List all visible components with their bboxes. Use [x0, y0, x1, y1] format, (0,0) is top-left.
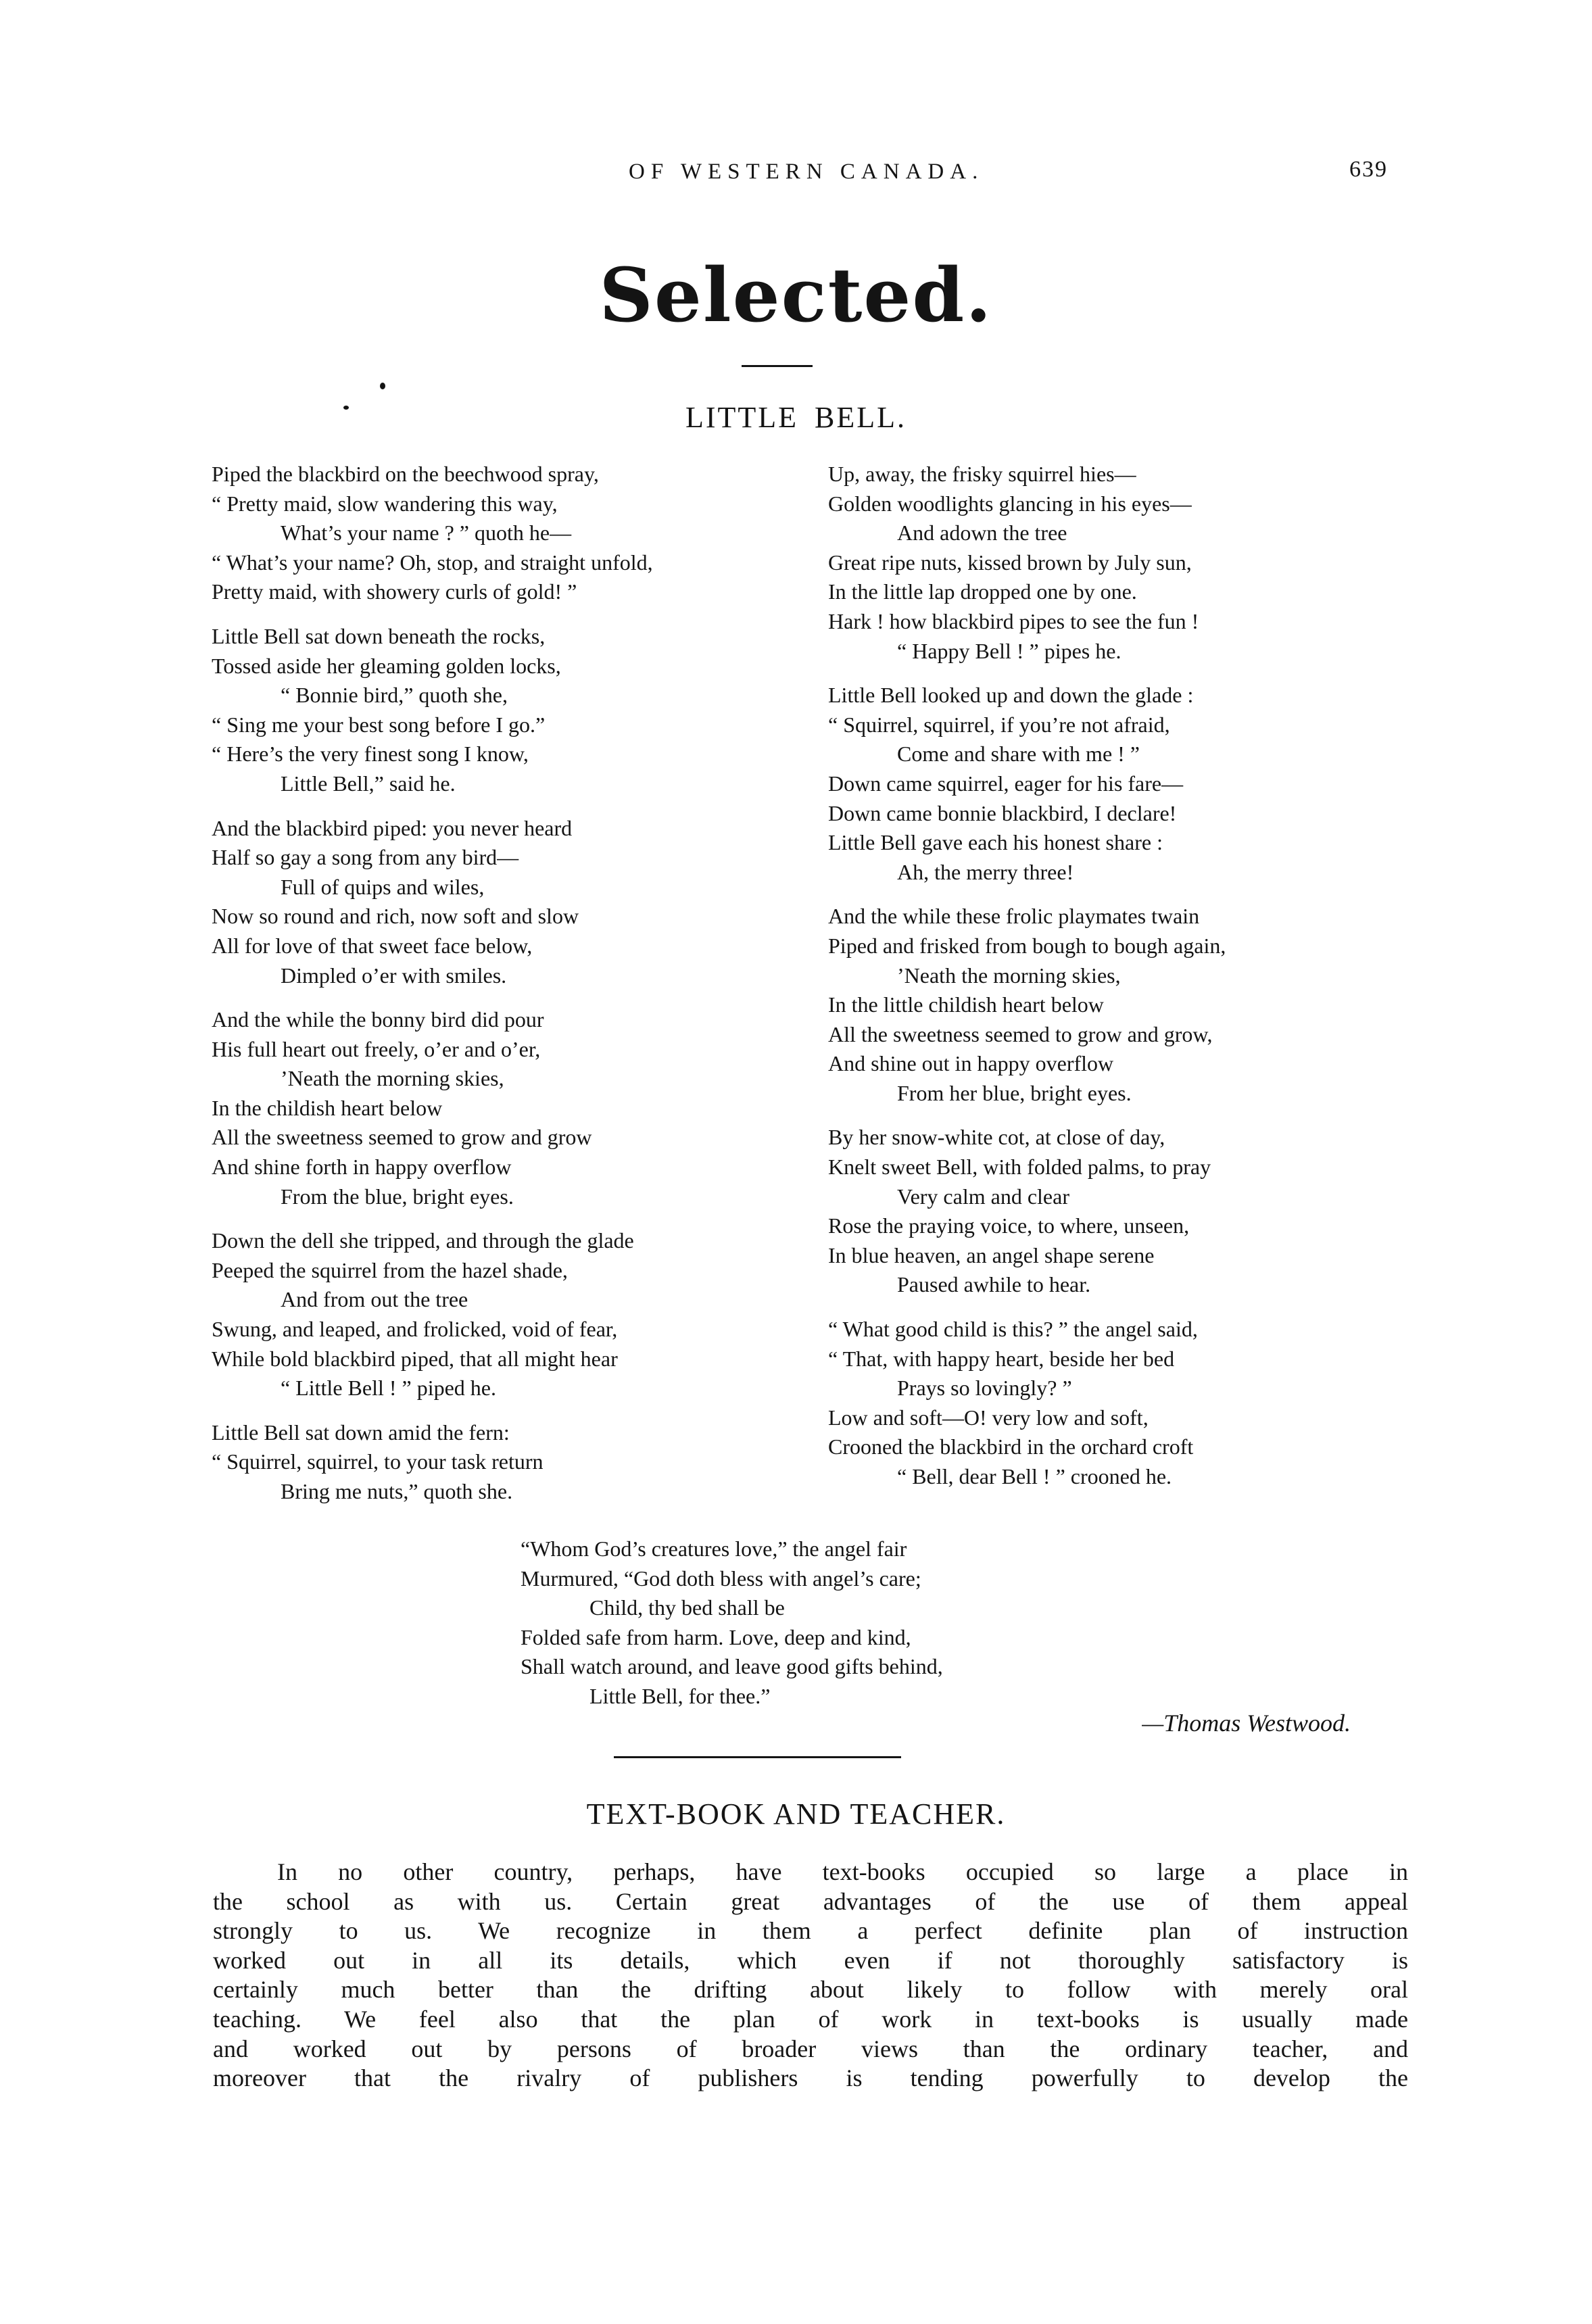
body-line: worked out in all its details, which even if not thoroughly satisfactory is — [213, 1946, 1408, 1974]
poem-line: Murmured, “God doth bless with angel’s care; — [521, 1566, 921, 1591]
poem-line: Little Bell looked up and down the glade : — [828, 683, 1194, 708]
stanza — [212, 814, 653, 991]
article-divider — [614, 1756, 901, 1758]
poem-line: From the blue, bright eyes. — [281, 1184, 514, 1209]
poem-line: Come and share with me ! ” — [897, 742, 1140, 767]
poem-attribution: —Thomas Westwood. — [1142, 1710, 1351, 1737]
poem-line: Swung, and leaped, and frolicked, void of fear, — [212, 1317, 618, 1342]
poem-line: And shine out in happy overflow — [828, 1051, 1114, 1076]
poem-line: In the childish heart below — [212, 1095, 443, 1120]
poem-line: “ Sing me your best song before I go.” — [212, 712, 546, 737]
body-line: teaching. We feel also that the plan of work in text-books is usually made — [213, 2005, 1408, 2033]
poem-line: “ Bonnie bird,” quoth she, — [281, 683, 508, 708]
body-line: the school as with us. Certain great advantages of the use of them appeal — [213, 1887, 1408, 1915]
poem-line: Crooned the blackbird in the orchard croft — [828, 1434, 1194, 1459]
body-line: In no other country, perhaps, have text-books occupied so large a place in — [277, 1858, 1408, 1885]
poem-line: And the blackbird piped: you never heard — [212, 815, 573, 840]
poem-line: From her blue, bright eyes. — [897, 1080, 1132, 1105]
poem-line: Shall watch around, and leave good gifts behind, — [521, 1654, 943, 1679]
poem-line: Folded safe from harm. Love, deep and kind, — [521, 1624, 911, 1649]
stanza — [212, 1226, 653, 1403]
poem-line: While bold blackbird piped, that all might hear — [212, 1346, 618, 1371]
poem-line: “Whom God’s creatures love,” the angel fair — [521, 1536, 907, 1561]
poem-line: And the while these frolic playmates twain — [828, 904, 1200, 929]
section-heading: Selected. — [599, 251, 993, 339]
poem-line: ’Neath the morning skies, — [281, 1066, 504, 1091]
poem-line: In blue heaven, an angel shape serene — [828, 1242, 1155, 1267]
poem-left-column — [212, 460, 653, 1507]
stanza — [212, 622, 653, 799]
poem-line: And from out the tree — [281, 1287, 468, 1312]
poem-line: In the little childish heart below — [828, 992, 1104, 1017]
body-line: moreover that the rivalry of publishers is tending powerfully to develop the — [213, 2064, 1408, 2092]
poem-line: “ That, with happy heart, beside her bed — [828, 1346, 1175, 1371]
poem-line: Bring me nuts,” quoth she. — [281, 1479, 513, 1503]
poem-line: “ Bell, dear Bell ! ” crooned he. — [897, 1464, 1172, 1488]
poem-line: “ What’s your name? Oh, stop, and straight unfold, — [212, 550, 653, 575]
poem-line: “ Squirrel, squirrel, to your task return — [212, 1449, 544, 1474]
poem-line: What’s your name ? ” quoth he— — [281, 521, 572, 546]
poem-line: And the while the bonny bird did pour — [212, 1007, 544, 1032]
section-divider — [742, 365, 813, 367]
poem-line: “ Squirrel, squirrel, if you’re not afraid, — [828, 712, 1170, 737]
poem-line: “ Little Bell ! ” piped he. — [281, 1376, 496, 1401]
stanza — [212, 1418, 653, 1507]
poem-final-stanza — [521, 1534, 943, 1712]
article-title: TEXT-BOOK AND TEACHER. — [586, 1797, 1006, 1831]
article-body — [213, 1858, 1408, 2093]
poem-line: Ah, the merry three! — [897, 859, 1074, 884]
body-line: certainly much better than the drifting about likely to follow with merely oral — [213, 1976, 1408, 2004]
stanza — [828, 1315, 1226, 1492]
poem-line: ’Neath the morning skies, — [897, 963, 1121, 988]
poem-line: Little Bell sat down beneath the rocks, — [212, 623, 546, 648]
stanza — [828, 902, 1226, 1108]
poem-line: Hark ! how blackbird pipes to see the fun ! — [828, 608, 1199, 633]
poem-line: Now so round and rich, now soft and slow — [212, 904, 579, 929]
poem-line: Prays so lovingly? ” — [897, 1376, 1072, 1401]
stanza — [828, 460, 1226, 666]
poem-line: His full heart out freely, o’er and o’er, — [212, 1036, 541, 1061]
poem-line: Down came bonnie blackbird, I declare! — [828, 800, 1177, 825]
stanza — [828, 1123, 1226, 1300]
poem-line: Dimpled o’er with smiles. — [281, 963, 507, 988]
poem-line: Rose the praying voice, to where, unseen, — [828, 1213, 1190, 1238]
poem-line: Child, thy bed shall be — [589, 1595, 785, 1620]
poem-line: And shine forth in happy overflow — [212, 1155, 512, 1180]
poem-line: Great ripe nuts, kissed brown by July sun, — [828, 550, 1192, 575]
running-header-title: OF WESTERN CANADA. — [629, 160, 984, 184]
poem-line: Down the dell she tripped, and through the glade — [212, 1228, 634, 1253]
page-number: 639 — [1349, 157, 1388, 182]
poem-title: LITTLE BELL. — [685, 401, 907, 434]
poem-line: And adown the tree — [897, 521, 1067, 546]
poem-line: All the sweetness seemed to grow and grow — [212, 1125, 592, 1150]
body-line: and worked out by persons of broader views than the ordinary teacher, and — [213, 2035, 1408, 2062]
poem-line: Tossed aside her gleaming golden locks, — [212, 653, 561, 678]
poem-line: All the sweetness seemed to grow and grow, — [828, 1021, 1213, 1046]
poem-line: Paused awhile to hear. — [897, 1272, 1091, 1297]
poem-line: Golden woodlights glancing in his eyes— — [828, 491, 1192, 516]
stanza — [212, 1005, 653, 1211]
poem-line: Piped the blackbird on the beechwood spray, — [212, 462, 599, 486]
poem-line: Piped and frisked from bough to bough again, — [828, 933, 1226, 958]
poem-line: “ Happy Bell ! ” pipes he. — [897, 638, 1121, 663]
poem-line: Half so gay a song from any bird— — [212, 845, 519, 870]
poem-right-column — [828, 460, 1226, 1492]
poem-line: Down came squirrel, eager for his fare— — [828, 771, 1184, 796]
stanza — [828, 681, 1226, 887]
poem-line: “ Pretty maid, slow wandering this way, — [212, 491, 558, 516]
poem-line: Little Bell sat down amid the fern: — [212, 1420, 510, 1445]
poem-line: Very calm and clear — [897, 1184, 1069, 1209]
poem-line: Little Bell gave each his honest share : — [828, 830, 1163, 855]
poem-line: Little Bell,” said he. — [281, 771, 456, 796]
poem-line: By her snow-white cot, at close of day, — [828, 1125, 1165, 1150]
poem-line: “ What good child is this? ” the angel said, — [828, 1317, 1198, 1342]
poem-line: Pretty maid, with showery curls of gold! ” — [212, 579, 577, 604]
print-speck — [380, 383, 385, 389]
poem-line: All for love of that sweet face below, — [212, 933, 533, 958]
poem-line: “ Here’s the very finest song I know, — [212, 742, 529, 767]
poem-line: Peeped the squirrel from the hazel shade, — [212, 1257, 568, 1282]
poem-line: Little Bell, for thee.” — [589, 1683, 771, 1708]
poem-line: In the little lap dropped one by one. — [828, 579, 1137, 604]
poem-line: Full of quips and wiles, — [281, 874, 485, 899]
poem-line: Knelt sweet Bell, with folded palms, to pray — [828, 1155, 1211, 1180]
stanza — [212, 460, 653, 607]
poem-line: Up, away, the frisky squirrel hies— — [828, 462, 1136, 486]
body-line: strongly to us. We recognize in them a perfect definite plan of instruction — [213, 1917, 1408, 1945]
poem-line: Low and soft—O! very low and soft, — [828, 1405, 1149, 1430]
stanza — [521, 1534, 943, 1712]
